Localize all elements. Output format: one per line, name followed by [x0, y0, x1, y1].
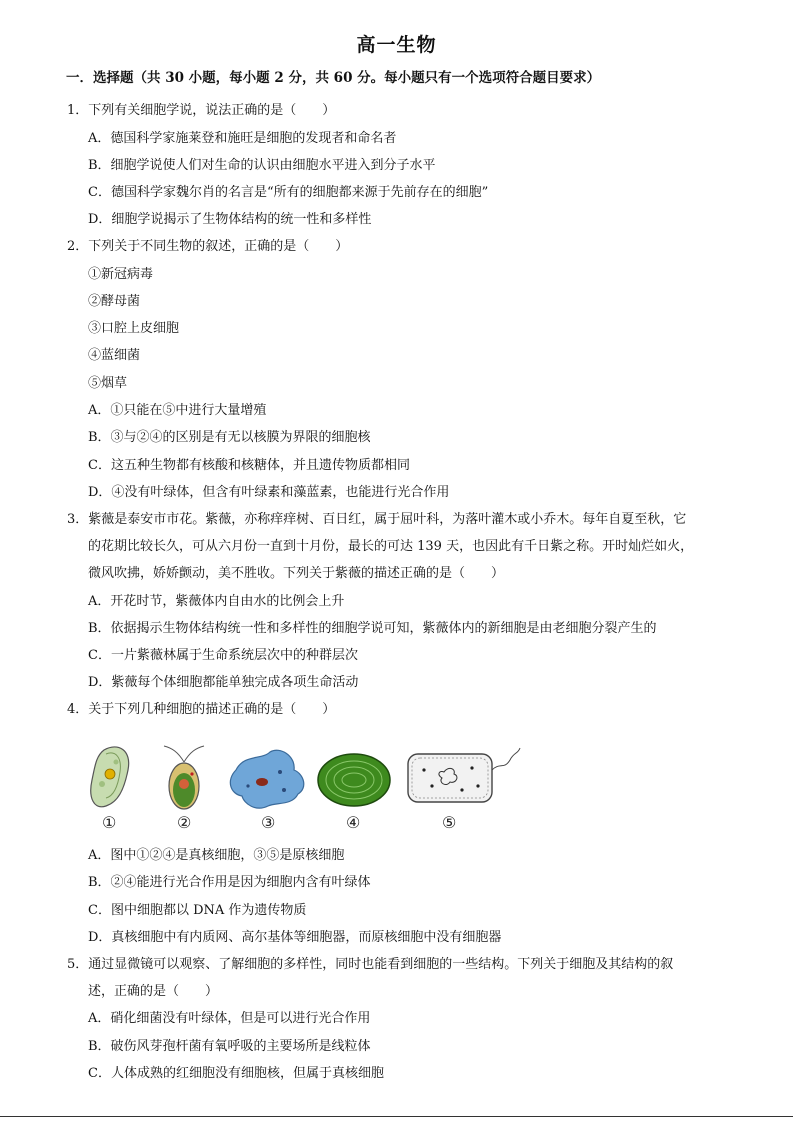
question-2-option-d[interactable]: D．④没有叶绿体，但含有叶绿素和藻蓝素，也能进行光合作用: [88, 485, 450, 500]
figure-1-paramecium: [91, 747, 129, 807]
question-2-item-4: ④蓝细菌: [88, 348, 141, 363]
figure-4-cyanobacterium: [318, 754, 390, 806]
question-4-stem: 4．关于下列几种细胞的描述正确的是（ ）: [67, 702, 336, 717]
question-3-option-b[interactable]: B．依据揭示生物体结构统一性和多样性的细胞学说可知，紫薇体内的新细胞是由老细胞分裂产生的: [88, 621, 657, 636]
question-4-option-d[interactable]: D．真核细胞中有内质网、高尔基体等细胞器，而原核细胞中没有细胞器: [88, 930, 502, 945]
question-4-option-b[interactable]: B．②④能进行光合作用是因为细胞内含有叶绿体: [88, 875, 371, 890]
question-2-option-c[interactable]: C．这五种生物都有核酸和核糖体，并且遗传物质都相同: [88, 458, 410, 473]
question-3-stem-line-3: 微风吹拂，娇娇颤动，美不胜收。下列关于紫薇的描述正确的是（ ）: [88, 566, 505, 581]
question-2-option-a[interactable]: A．①只能在⑤中进行大量增殖: [88, 403, 267, 418]
question-5-option-c[interactable]: C．人体成熟的红细胞没有细胞核，但属于真核细胞: [88, 1066, 384, 1081]
question-2-option-b[interactable]: B．③与②④的区别是有无以核膜为界限的细胞核: [88, 430, 371, 445]
question-2-stem: 2．下列关于不同生物的叙述，正确的是（ ）: [67, 239, 349, 254]
question-3-option-c[interactable]: C．一片紫薇林属于生命系统层次中的种群层次: [88, 648, 358, 663]
figure-1-label: ①: [102, 813, 117, 832]
question-5-option-b[interactable]: B．破伤风芽孢杆菌有氧呼吸的主要场所是线粒体: [88, 1039, 371, 1054]
page-title: 高一生物: [356, 34, 437, 56]
figure-2-label: ②: [177, 813, 192, 832]
question-2-item-5: ⑤烟草: [88, 376, 128, 391]
question-1-option-d[interactable]: D．细胞学说揭示了生物体结构的统一性和多样性: [88, 212, 372, 227]
question-3-stem-line-2: 的花期比较长久，可从六月份一直到十月份，最长的可达 139 天，也因此有千日紫之称。开时灿烂如火，: [88, 539, 694, 554]
figure-2-chlamydomonas: [164, 746, 204, 809]
question-3-option-a[interactable]: A．开花时节，紫薇体内自由水的比例会上升: [88, 594, 345, 609]
question-3-stem-line-1: 3．紫薇是泰安市市花。紫薇，亦称痒痒树、百日红，属于屈叶科，为落叶灌木或小乔木。每年自夏至秋，它: [67, 512, 687, 527]
question-2-item-1: ①新冠病毒: [88, 267, 154, 282]
question-2-item-3: ③口腔上皮细胞: [88, 321, 180, 336]
question-5-stem-line-1: 5．通过显微镜可以观察、了解细胞的多样性，同时也能看到细胞的一些结构。下列关于细胞及其结构的叙: [67, 957, 674, 972]
page-bottom-rule: [0, 1116, 793, 1117]
question-4-option-c[interactable]: C．图中细胞都以 DNA 作为遗传物质: [88, 903, 307, 918]
cell-figures: [84, 740, 524, 832]
figure-4-label: ④: [346, 813, 361, 832]
question-1-option-c[interactable]: C．德国科学家魏尔肖的名言是“所有的细胞都来源于先前存在的细胞”: [88, 185, 489, 200]
figure-3-amoeba: [230, 750, 303, 808]
figure-3-label: ③: [261, 813, 276, 832]
question-4-option-a[interactable]: A．图中①②④是真核细胞，③⑤是原核细胞: [88, 848, 345, 863]
question-1-option-b[interactable]: B．细胞学说使人们对生命的认识由细胞水平进入到分子水平: [88, 158, 436, 173]
figure-5-label: ⑤: [442, 813, 457, 832]
question-2-item-2: ②酵母菌: [88, 294, 141, 309]
question-5-option-a[interactable]: A．硝化细菌没有叶绿体，但是可以进行光合作用: [88, 1011, 371, 1026]
question-1-stem: 1．下列有关细胞学说，说法正确的是（ ）: [67, 103, 336, 118]
question-5-stem-line-2: 述，正确的是（ ）: [88, 984, 219, 999]
figure-5-bacterium: [408, 748, 520, 802]
question-3-option-d[interactable]: D．紫薇每个体细胞都能单独完成各项生命活动: [88, 675, 359, 690]
section-heading: 一．选择题（共 30 小题，每小题 2 分，共 60 分。每小题只有一个选项符合题目要求）: [66, 70, 601, 86]
question-1-option-a[interactable]: A．德国科学家施莱登和施旺是细胞的发现者和命名者: [88, 131, 397, 146]
